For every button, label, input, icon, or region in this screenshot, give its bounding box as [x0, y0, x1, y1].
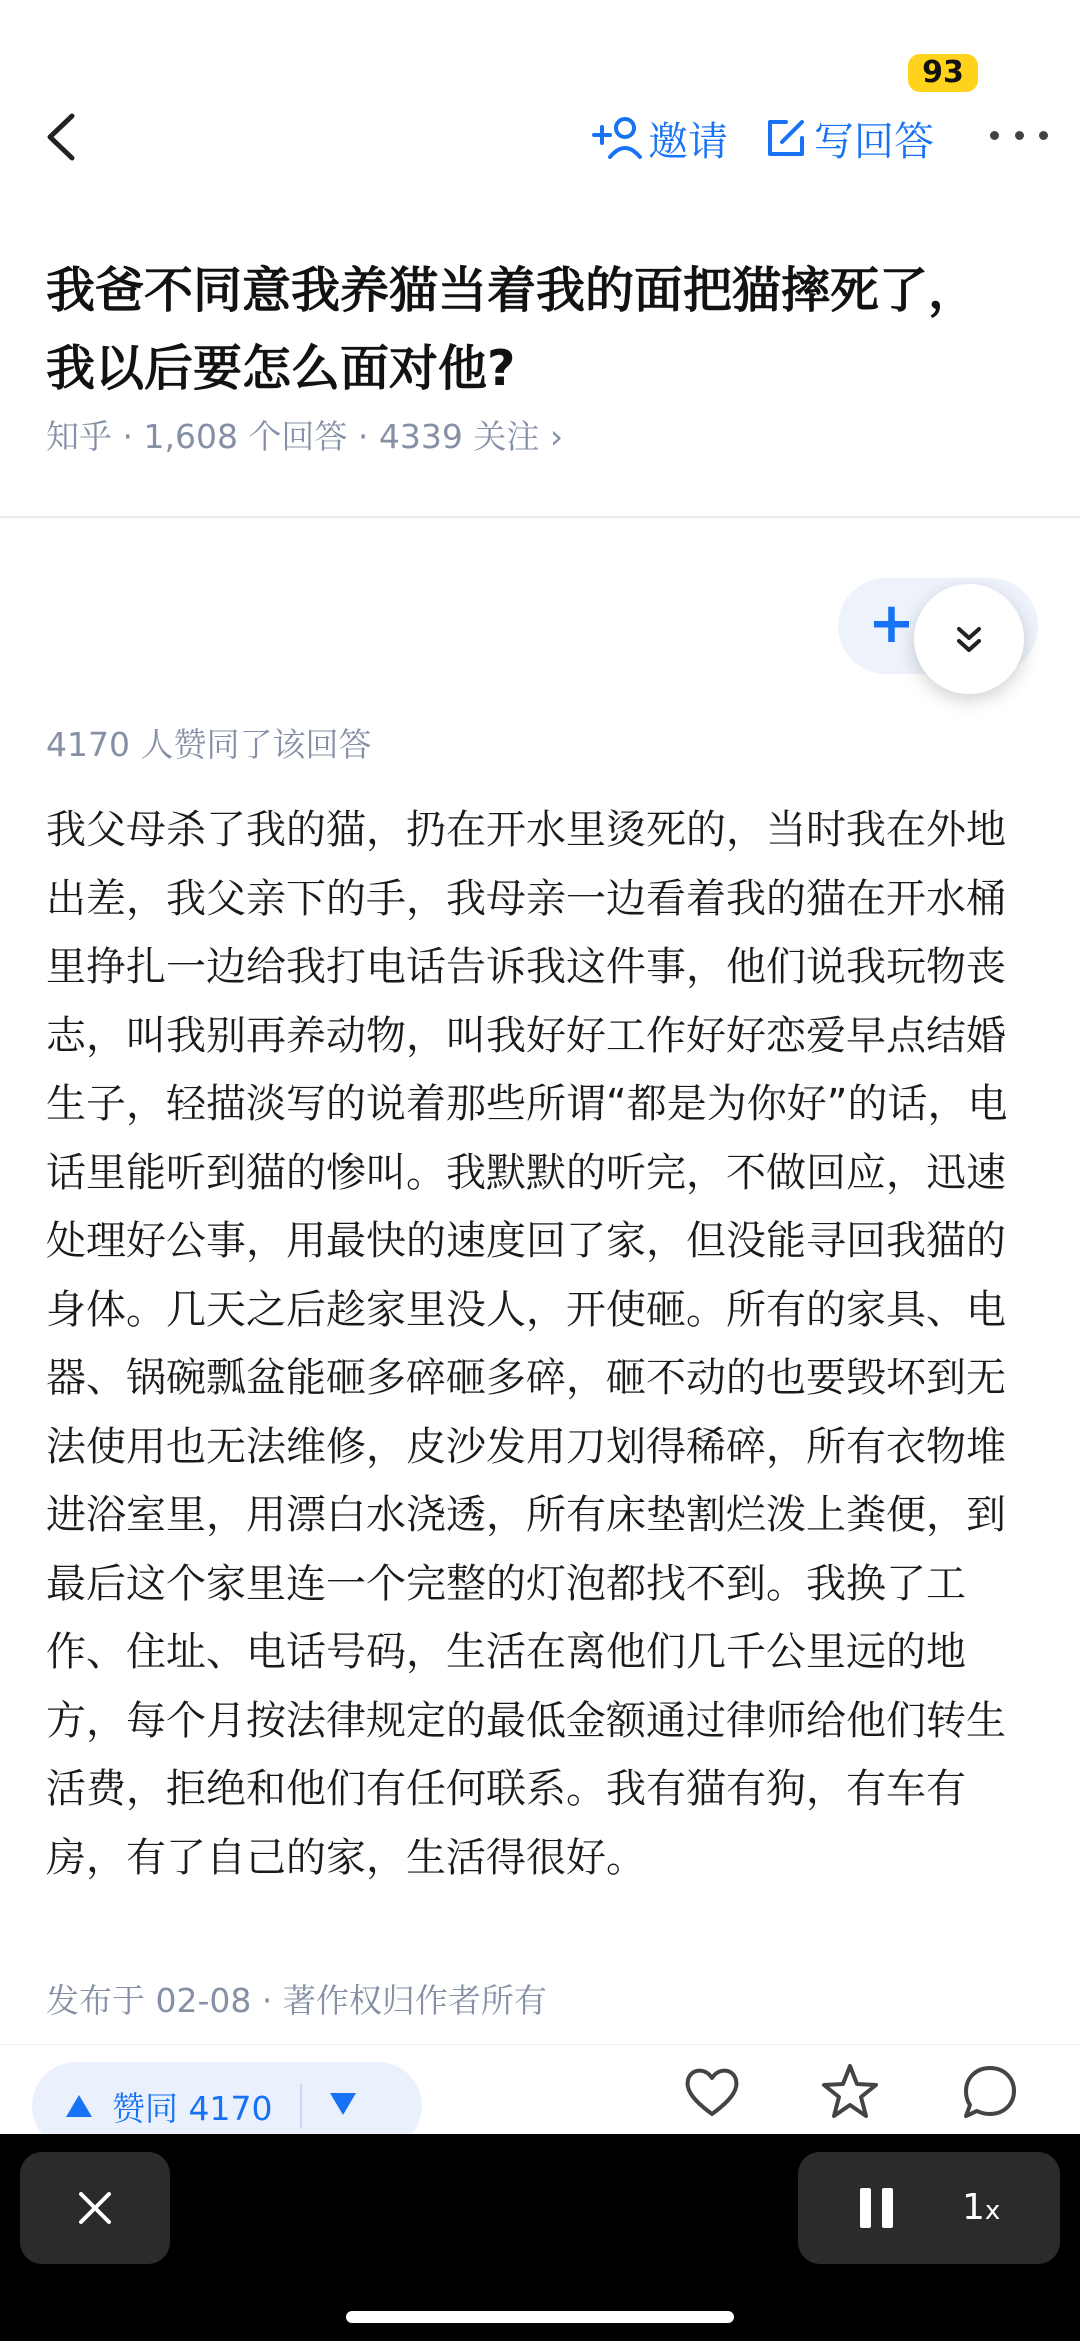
playback-controls — [798, 2152, 1060, 2264]
star-icon — [818, 2060, 882, 2124]
invite-button[interactable] — [592, 108, 728, 168]
plus-icon: + — [868, 591, 915, 656]
vote-separator — [300, 2084, 302, 2128]
triangle-down-icon — [328, 2091, 358, 2117]
back-button[interactable] — [42, 112, 82, 162]
expand-button[interactable] — [914, 584, 1024, 694]
upvote-button[interactable] — [32, 2083, 272, 2130]
write-answer-button[interactable] — [764, 108, 934, 168]
triangle-up-icon — [64, 2093, 94, 2119]
invite-label: 邀请 — [648, 118, 728, 165]
like-button[interactable] — [680, 2060, 744, 2124]
pause-button[interactable] — [858, 2188, 896, 2228]
more-options-button[interactable] — [990, 120, 1048, 150]
comment-icon — [958, 2060, 1022, 2124]
section-divider — [0, 516, 1080, 518]
edit-icon — [764, 116, 808, 160]
add-user-icon — [592, 115, 642, 161]
upvote-label: 赞同 4170 — [112, 2088, 273, 2128]
answer-content: 我父母杀了我的猫，扔在开水里烫死的，当时我在外地出差，我父亲下的手，我母亲一边看着我的猫在开水桶里挣扎一边给我打电话告诉我这件事，他们说我玩物丧志，叫我别再养动物，叫我好好工作好好恋爱早点结婚生子，轻描淡写的说着那些所谓“都是为你好”的话，电话里能听到猫的惨叫。我默默的听完，不做回应，迅速处理好公事，用最快的速度回了家，但没能寻回我猫的身体。几天之后趁家里没人，开使砸。所有的家具、电器、锅碗瓢盆能砸多碎砸多碎，砸不动的也要毁坏到无法使用也无法维修，皮沙发用刀划得稀碎，所有衣物堆进浴室里，用漂白水浇透，所有床垫割烂泼上粪便，到最后这个家里连一个完整的灯泡都找不到。我换了工作、住址、电话号码，生活在离他们几千公里远的地方，每个月按法律规定的最低金额通过律师给他们转生活费，拒绝和他们有任何联系。我有猫有狗，有车有房，有了自己的家，生活得很好。 — [46, 807, 1008, 1881]
downvote-button[interactable] — [328, 2091, 358, 2121]
question-meta[interactable]: 知乎 · 1,608 个回答 · 4339 关注 › — [46, 417, 564, 456]
more-dot-icon — [1015, 131, 1024, 140]
heart-icon — [680, 2060, 744, 2124]
close-button[interactable] — [20, 2152, 170, 2264]
favorite-button[interactable] — [818, 2060, 882, 2124]
double-chevron-down-icon — [951, 621, 987, 657]
publish-info: 发布于 02-08 · 著作权归作者所有 — [46, 1981, 547, 2020]
question-title[interactable]: 我爸不同意我养猫当着我的面把猫摔死了，我以后要怎么面对他? — [46, 262, 978, 397]
close-icon — [75, 2188, 115, 2228]
more-dot-icon — [990, 131, 999, 140]
chevron-left-icon — [42, 112, 82, 162]
more-dot-icon — [1039, 131, 1048, 140]
write-answer-label: 写回答 — [814, 118, 934, 165]
pause-icon — [858, 2188, 896, 2228]
speed-value: 1 — [962, 2187, 985, 2228]
comment-button[interactable] — [958, 2060, 1022, 2124]
speed-suffix: x — [984, 2196, 1001, 2226]
upvote-count-note: 4170 人赞同了该回答 — [46, 725, 372, 764]
home-indicator[interactable] — [346, 2311, 734, 2323]
notification-badge: 93 — [908, 54, 978, 92]
playback-speed-button[interactable] — [962, 2178, 1000, 2241]
